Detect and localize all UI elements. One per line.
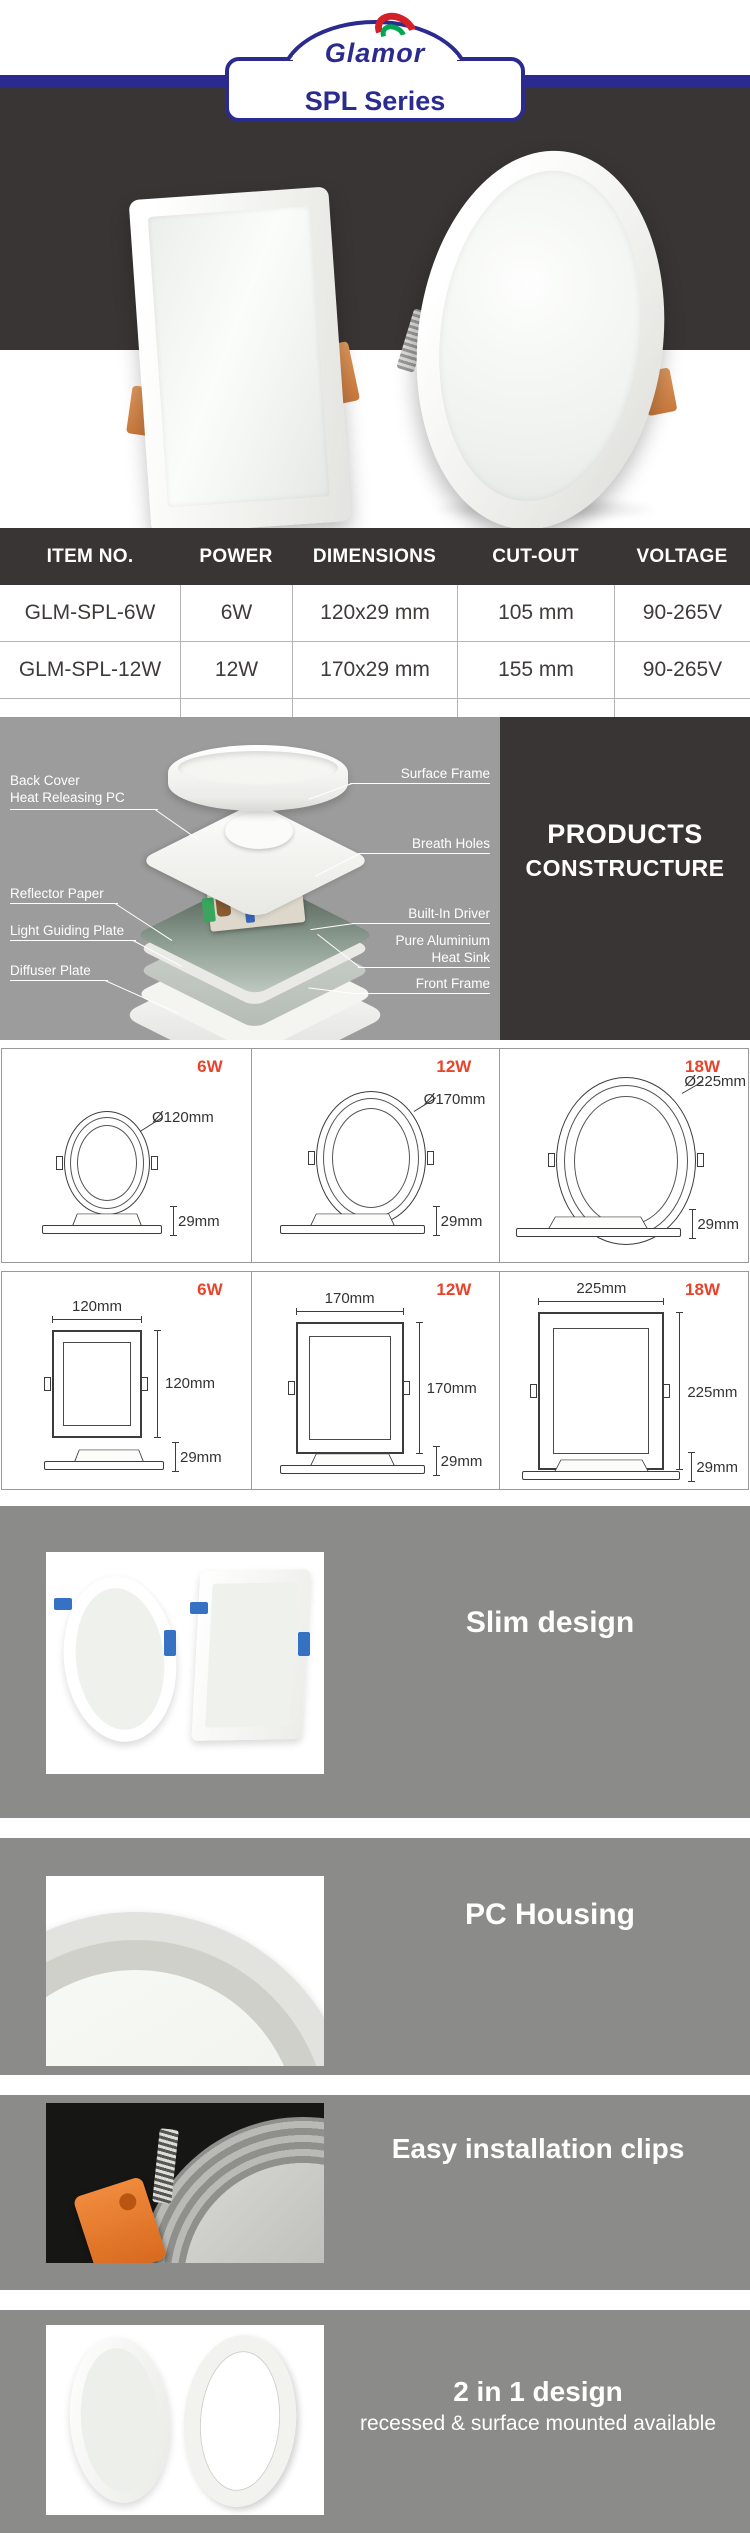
blue-clip-icon [54, 1598, 72, 1610]
construction-section [0, 717, 750, 1040]
depth-label: 29mm [697, 1216, 740, 1233]
power-label: 18W [685, 1057, 721, 1076]
label-front-frame: Front Frame [415, 976, 490, 991]
feature-title: 2 in 1 design [453, 2376, 623, 2407]
label-light-guiding-plate: Light Guiding Plate [10, 923, 125, 938]
round-dim-cell-18w [499, 1049, 748, 1262]
cell-item-no: GLM-SPL-6W [24, 601, 156, 624]
feature-title: Slim design [465, 1606, 635, 1639]
construction-title-line2: CONSTRUCTURE [525, 855, 725, 881]
cell-voltage: 90-265V [614, 585, 750, 641]
power-label: 18W [685, 1280, 721, 1299]
spec-table-header [0, 528, 750, 585]
label-built-in-driver: Built-In Driver [408, 906, 490, 921]
power-label: 6W [197, 1280, 223, 1299]
width-label: 225mm [576, 1280, 627, 1297]
cell-power: 6W [180, 585, 292, 641]
blue-clip-icon [164, 1630, 176, 1656]
brand-logo: Glamor [324, 38, 426, 68]
label-heat-sink: Pure Aluminium Heat Sink [395, 933, 490, 965]
table-row [0, 585, 750, 642]
depth-label: 29mm [440, 1213, 483, 1230]
width-label: 120mm [71, 1298, 123, 1315]
col-header-power: POWER [199, 545, 273, 567]
feature-subtitle: recessed & surface mounted available [359, 2412, 717, 2435]
cell-dimensions: 170x29 mm [292, 642, 457, 698]
led-dome-part [225, 813, 293, 849]
feature-slim-design [0, 1506, 750, 1818]
square-dim-cell-6w [2, 1272, 251, 1489]
col-header-voltage: VOLTAGE [636, 545, 728, 567]
table-row [0, 642, 750, 699]
label-breath-holes: Breath Holes [411, 836, 490, 851]
feature-title: Easy installation clips [391, 2133, 685, 2164]
feature-photo-card [46, 1552, 324, 1774]
diameter-label: Ø120mm [152, 1109, 214, 1126]
label-surface-frame: Surface Frame [400, 766, 490, 781]
feature-photo-card [46, 1876, 324, 2066]
hero-square-panel-photo [129, 186, 352, 534]
width-label: 170mm [324, 1290, 375, 1307]
power-label: 12W [436, 1057, 472, 1076]
blue-clip-icon [298, 1632, 310, 1656]
cell-power: 12W [180, 642, 292, 698]
depth-label: 29mm [440, 1453, 483, 1470]
blue-clip-icon [190, 1602, 208, 1614]
col-header-item-no: ITEM NO. [46, 545, 134, 567]
round-panel-photo [64, 2334, 175, 2507]
cell-cut-out: 155 mm [457, 642, 614, 698]
power-label: 6W [197, 1057, 223, 1076]
round-dim-cell-6w [2, 1049, 251, 1262]
feature-photo-card [46, 2103, 324, 2263]
height-label: 120mm [165, 1375, 216, 1392]
cell-dimensions: 120x29 mm [292, 585, 457, 641]
feature-2-in-1-design [0, 2310, 750, 2533]
cell-voltage: 90-265V [614, 642, 750, 698]
feature-pc-housing [0, 1838, 750, 2075]
round-dim-cell-12w [251, 1049, 500, 1262]
round-panel-closeup-photo [46, 1912, 324, 2066]
round-dimensions-panel [1, 1048, 749, 1263]
construction-title-box [500, 717, 750, 1040]
depth-label: 29mm [178, 1213, 220, 1230]
power-label: 12W [436, 1280, 472, 1299]
feature-title: PC Housing [465, 1898, 635, 1931]
diameter-label: Ø225mm [684, 1073, 747, 1090]
depth-label: 29mm [180, 1449, 222, 1466]
square-dim-cell-18w [499, 1272, 748, 1489]
col-header-dimensions: DIMENSIONS [312, 545, 437, 567]
feature-photo-card [46, 2325, 324, 2515]
square-dim-cell-12w [251, 1272, 500, 1489]
cell-item-no: GLM-SPL-12W [18, 658, 162, 681]
surface-mount-ring-photo [178, 2331, 302, 2510]
cell-cut-out: 105 mm [457, 585, 614, 641]
construction-title-line1: PRODUCTS [547, 819, 703, 849]
round-panel-photo [56, 1571, 185, 1748]
depth-label: 29mm [696, 1459, 739, 1476]
height-label: 170mm [426, 1380, 477, 1397]
square-dimensions-panel [1, 1271, 749, 1490]
label-diffuser-plate: Diffuser Plate [10, 963, 91, 978]
label-reflector-paper: Reflector Paper [10, 886, 104, 901]
col-header-cut-out: CUT-OUT [492, 545, 579, 567]
square-panel-photo [191, 1569, 310, 1741]
height-label: 225mm [687, 1384, 738, 1401]
hero-round-panel-photo [396, 136, 685, 543]
diameter-label: Ø170mm [423, 1091, 486, 1108]
label-back-cover: Back Cover Heat Releasing PC [10, 773, 125, 805]
feature-installation-clips [0, 2095, 750, 2290]
series-title: SPL Series [304, 86, 446, 116]
